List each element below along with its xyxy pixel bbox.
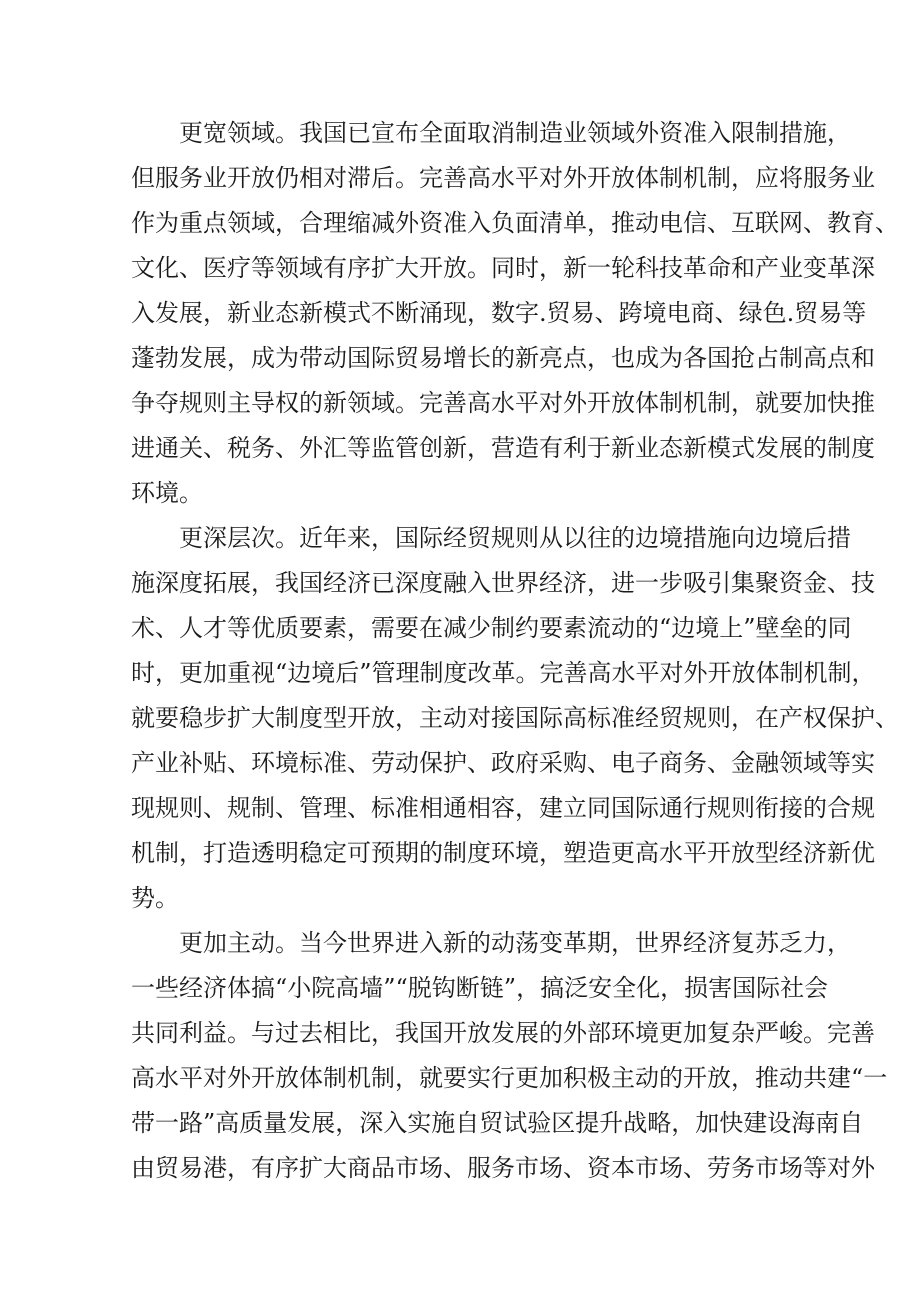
text-line: 入发展，新业态新模式不断涌现，数字.贸易、跨境电商、绿色.贸易等	[131, 299, 867, 327]
text-line: 术、人才等优质要素，需要在减少制约要素流动的“边境上”壁垒的同	[131, 614, 852, 642]
text-line: 更深层次。近年来，国际经贸规则从以往的边境措施向边境后措	[179, 524, 851, 552]
text-line: 高水平对外开放体制机制，就要实行更加积极主动的开放，推动共建“一	[131, 1064, 888, 1092]
text-line: 势。	[131, 884, 179, 912]
text-line: 一些经济体搞“小院高墙”“脱钩断链”，搞泛安全化，损害国际社会	[131, 974, 829, 1002]
text-line: 文化、医疗等领域有序扩大开放。同时，新一轮科技革命和产业变革深	[131, 254, 875, 282]
text-line: 作为重点领域，合理缩减外资准入负面清单，推动电信、互联网、教育、	[131, 209, 899, 237]
text-line: 由贸易港，有序扩大商品市场、服务市场、资本市场、劳务市场等对外	[131, 1154, 875, 1182]
text-line: 争夺规则主导权的新领域。完善高水平对外开放体制机制，就要加快推	[131, 389, 875, 417]
text-line: 就要稳步扩大制度型开放，主动对接国际高标准经贸规则，在产权保护、	[131, 704, 899, 732]
text-line: 进通关、税务、外汇等监管创新，营造有利于新业态新模式发展的制度	[131, 434, 875, 462]
text-line: 机制，打造透明稳定可预期的制度环境，塑造更高水平开放型经济新优	[131, 839, 875, 867]
text-line: 共同利益。与过去相比，我国开放发展的外部环境更加复杂严峻。完善	[131, 1019, 875, 1047]
text-line: 带一路”高质量发展，深入实施自贸试验区提升战略，加快建设海南自	[131, 1109, 864, 1137]
text-line: 产业补贴、环境标准、劳动保护、政府采购、电子商务、金融领域等实	[131, 749, 875, 777]
text-line: 蓬勃发展，成为带动国际贸易增长的新亮点，也成为各国抢占制高点和	[131, 344, 875, 372]
text-line: 更加主动。当今世界进入新的动荡变革期，世界经济复苏乏力，	[179, 929, 851, 957]
text-line: 施深度拓展，我国经济已深度融入世界经济，进一步吸引集聚资金、技	[131, 569, 875, 597]
text-line: 时，更加重视“边境后”管理制度改革。完善高水平对外开放体制机制，	[131, 659, 876, 687]
text-line: 但服务业开放仍相对滞后。完善高水平对外开放体制机制，应将服务业	[131, 164, 875, 192]
text-line: 环境。	[131, 479, 203, 507]
text-line: 更宽领域。我国已宣布全面取消制造业领域外资准入限制措施，	[179, 119, 851, 147]
text-line: 现规则、规制、管理、标准相通相容，建立同国际通行规则衔接的合规	[131, 794, 875, 822]
